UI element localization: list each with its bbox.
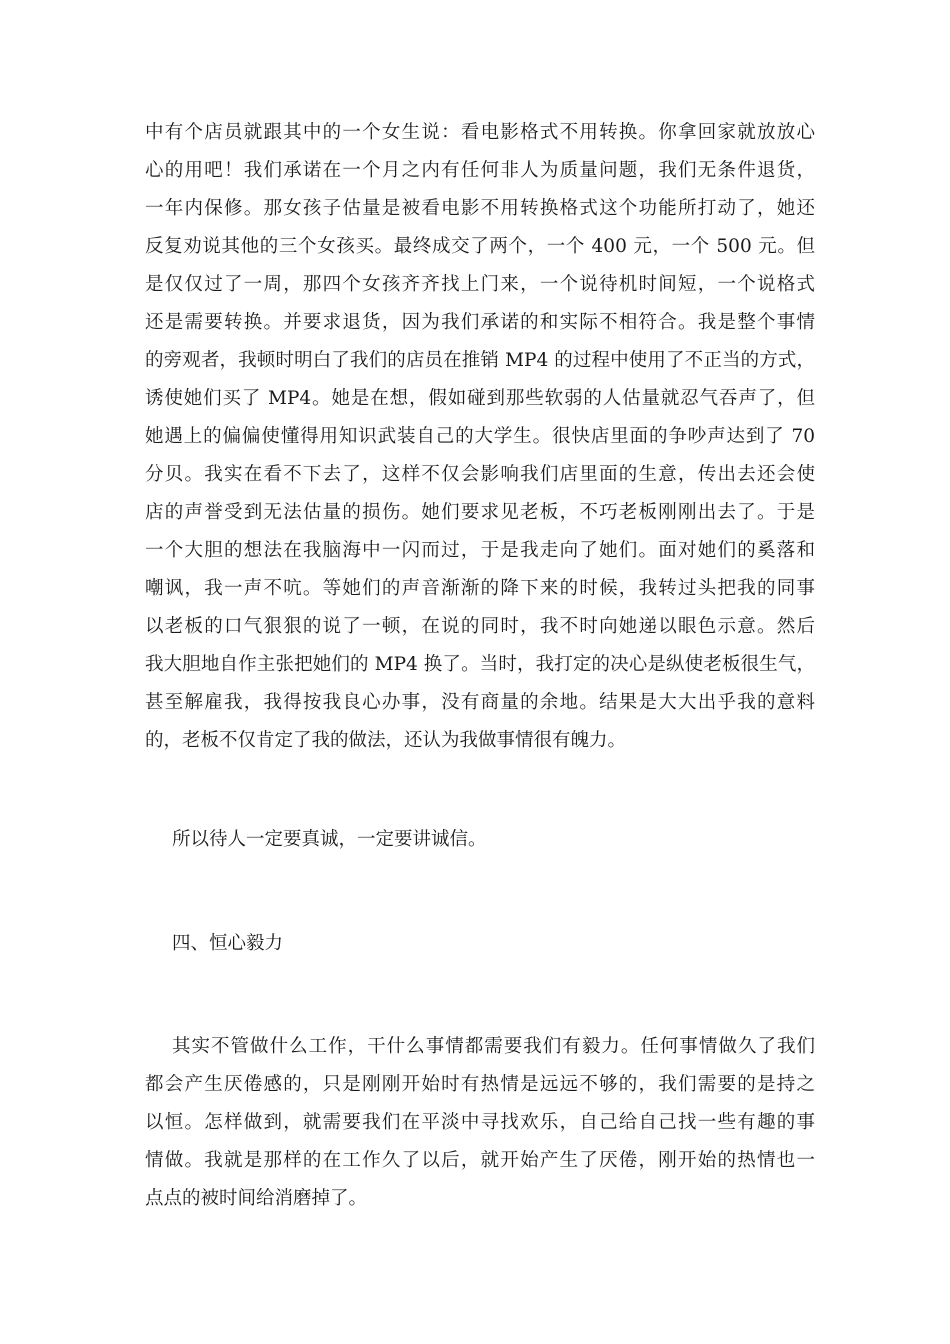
paragraph-line: 以恒。怎样做到，就需要我们在平淡中寻找欢乐，自己给自己找一些有趣的事 [145, 1112, 815, 1133]
paragraph-line: 点点的被时间给消磨掉了。 [145, 1188, 368, 1209]
paragraph-line: 是仅仅过了一周，那四个女孩齐齐找上门来，一个说待机时间短，一个说格式 [145, 274, 815, 295]
paragraph-line: 心的用吧！我们承诺在一个月之内有任何非人为质量问题，我们无条件退货， [145, 160, 815, 181]
paragraph-line: 都会产生厌倦感的，只是刚刚开始时有热情是远远不够的，我们需要的是持之 [145, 1074, 815, 1095]
paragraph-line: 她遇上的偏偏使懂得用知识武装自己的大学生。很快店里面的争吵声达到了 70 [145, 426, 815, 447]
paragraph-line: 的旁观者，我顿时明白了我们的店员在推销 MP4 的过程中使用了不正当的方式， [145, 350, 815, 371]
paragraph-line: 中有个店员就跟其中的一个女生说：看电影格式不用转换。你拿回家就放放心 [145, 122, 815, 143]
paragraph-line: 嘲讽，我一声不吭。等她们的声音渐渐的降下来的时候，我转过头把我的同事 [145, 578, 815, 599]
paragraph-line: 情做。我就是那样的在工作久了以后，就开始产生了厌倦，刚开始的热情也一 [145, 1150, 815, 1171]
paragraph-line: 分贝。我实在看不下去了，这样不仅会影响我们店里面的生意，传出去还会使 [145, 464, 815, 485]
paragraph-line: 甚至解雇我，我得按我良心办事，没有商量的余地。结果是大大出乎我的意料 [145, 692, 815, 713]
paragraph-line: 店的声誉受到无法估量的损伤。她们要求见老板，不巧老板刚刚出去了。于是 [145, 502, 815, 523]
paragraph-honesty: 所以待人一定要真诚，一定要讲诚信。 [172, 829, 487, 850]
paragraph-line: 其实不管做什么工作，干什么事情都需要我们有毅力。任何事情做久了我们 [172, 1036, 815, 1057]
paragraph-line: 诱使她们买了 MP4。她是在想，假如碰到那些软弱的人估量就忍气吞声了，但 [145, 388, 815, 409]
section-heading: 四、恒心毅力 [172, 933, 284, 954]
paragraph-line: 以老板的口气狠狠的说了一顿，在说的同时，我不时向她递以眼色示意。然后 [145, 616, 815, 637]
paragraph-line: 的，老板不仅肯定了我的做法，还认为我做事情很有魄力。 [145, 730, 627, 751]
paragraph-line: 还是需要转换。并要求退货，因为我们承诺的和实际不相符合。我是整个事情 [145, 312, 815, 333]
paragraph-line: 一个大胆的想法在我脑海中一闪而过，于是我走向了她们。面对她们的奚落和 [145, 540, 815, 561]
paragraph-line: 反复劝说其他的三个女孩买。最终成交了两个，一个 400 元，一个 500 元。但 [145, 236, 815, 257]
paragraph-line: 一年内保修。那女孩子估量是被看电影不用转换格式这个功能所打动了，她还 [145, 198, 815, 219]
paragraph-line: 我大胆地自作主张把她们的 MP4 换了。当时，我打定的决心是纵使老板很生气， [145, 654, 815, 675]
